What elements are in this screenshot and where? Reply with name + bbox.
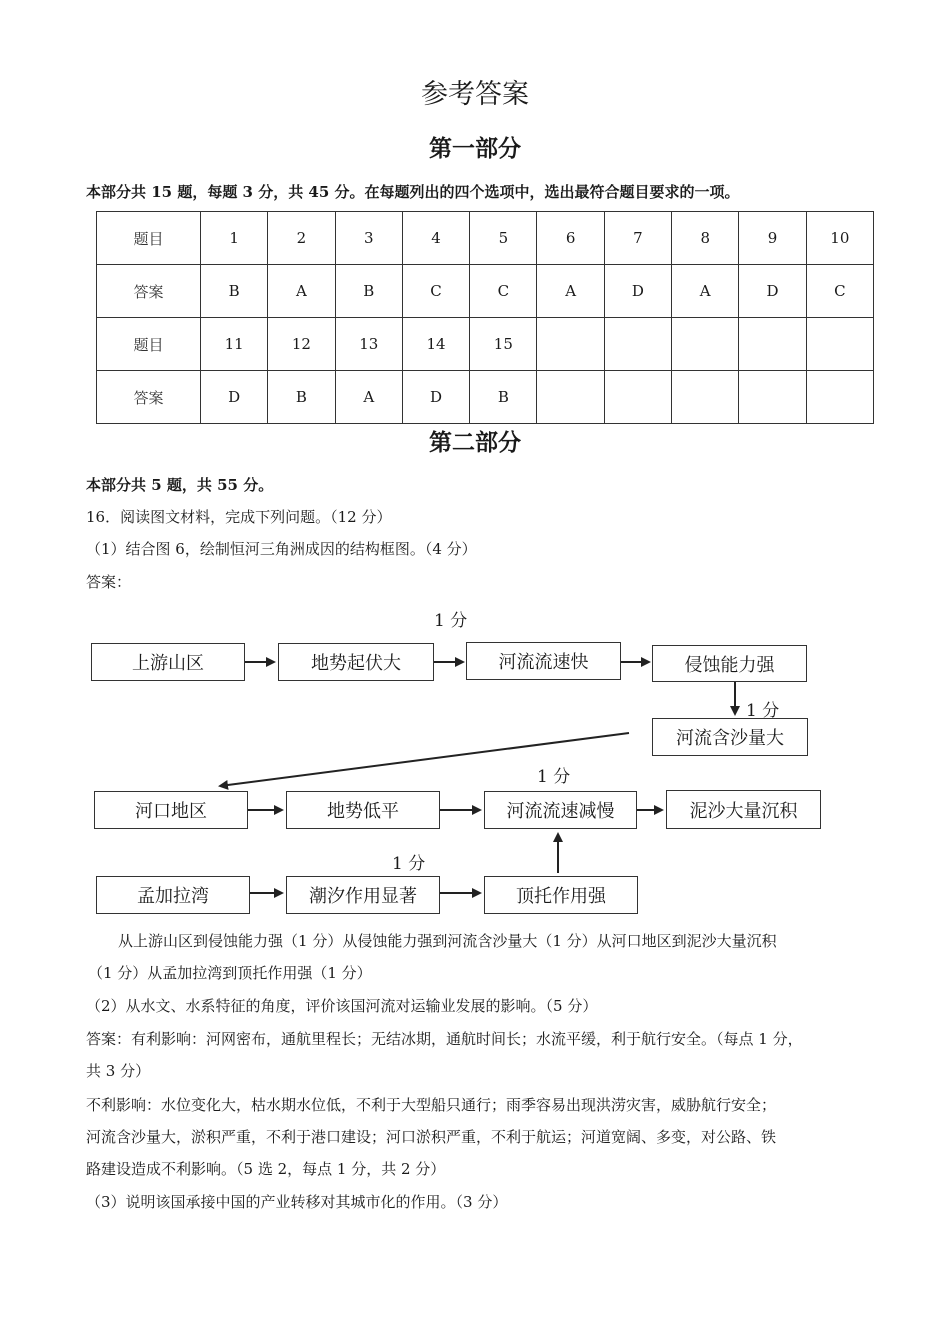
question-number: 4 — [402, 212, 469, 265]
question-number: 11 — [201, 318, 268, 371]
answer-cell: A — [268, 265, 335, 318]
scoring-note: （1 分）从孟加拉湾到顶托作用强（1 分） — [88, 964, 372, 982]
box-tide: 潮汐作用显著 — [286, 876, 440, 914]
box-deposition: 泥沙大量沉积 — [666, 790, 821, 829]
box-backwater: 顶托作用强 — [484, 876, 638, 914]
answer-text: 河流含沙量大，淤积严重，不利于港口建设；河口淤积严重，不利于航运；河道宽阔、多变，对公路、铁 — [86, 1128, 777, 1146]
answer-cell: B — [201, 265, 268, 318]
answer-label: 答案： — [86, 573, 132, 591]
box-estuary: 河口地区 — [94, 791, 248, 829]
answer-cell: C — [402, 265, 469, 318]
question-number: 3 — [335, 212, 402, 265]
answer-cell: A — [672, 265, 739, 318]
score-label: 1 分 — [537, 767, 571, 787]
question-number: 9 — [739, 212, 806, 265]
box-upstream: 上游山区 — [91, 643, 245, 681]
box-bay: 孟加拉湾 — [96, 876, 250, 914]
question-number: 1 — [201, 212, 268, 265]
question-number: 15 — [470, 318, 537, 371]
answer-cell: A — [335, 371, 402, 424]
question-number: 14 — [402, 318, 469, 371]
question-16-3: （3）说明该国承接中国的产业转移对其城市化的作用。（3 分） — [86, 1193, 508, 1211]
part1-heading: 第一部分 — [429, 135, 521, 162]
part1-instruction: 本部分共 15 题，每题 3 分，共 45 分。在每题列出的四个选项中，选出最符合题目要求的一项。 — [86, 183, 740, 201]
row-label: 题目 — [97, 318, 201, 371]
answer-cell: A — [537, 265, 604, 318]
question-number: 5 — [470, 212, 537, 265]
question-16-1: （1）结合图 6，绘制恒河三角洲成因的结构框图。（4 分） — [86, 540, 477, 558]
score-label: 1 分 — [434, 611, 468, 631]
row-label: 题目 — [97, 212, 201, 265]
score-label: 1 分 — [746, 701, 780, 721]
question-number: 8 — [672, 212, 739, 265]
box-sediment: 河流含沙量大 — [652, 718, 808, 756]
page-title: 参考答案 — [421, 79, 529, 110]
question-number: 12 — [268, 318, 335, 371]
part2-heading: 第二部分 — [429, 429, 521, 456]
box-relief: 地势起伏大 — [278, 643, 434, 681]
score-label: 1 分 — [392, 854, 426, 874]
answer-cell: D — [604, 265, 671, 318]
part2-instruction: 本部分共 5 题，共 55 分。 — [86, 476, 274, 494]
question-number: 10 — [806, 212, 873, 265]
box-erosion: 侵蚀能力强 — [652, 645, 807, 682]
row-label: 答案 — [97, 371, 201, 424]
scoring-note: 从上游山区到侵蚀能力强（1 分）从侵蚀能力强到河流含沙量大（1 分）从河口地区到泥沙大量沉积 — [118, 932, 777, 950]
answer-cell: B — [335, 265, 402, 318]
answer-text: 共 3 分） — [86, 1062, 151, 1080]
question-16-2: （2）从水文、水系特征的角度，评价该国河流对运输业发展的影响。（5 分） — [86, 997, 598, 1015]
answer-text: 不利影响：水位变化大，枯水期水位低，不利于大型船只通行；雨季容易出现洪涝灾害，威胁航行安全； — [86, 1096, 777, 1114]
answer-text: 路建设造成不利影响。（5 选 2，每点 1 分，共 2 分） — [86, 1160, 446, 1178]
answer-cell: C — [470, 265, 537, 318]
question-number: 6 — [537, 212, 604, 265]
question-number: 7 — [604, 212, 671, 265]
box-low-flat: 地势低平 — [286, 791, 440, 829]
answer-cell: D — [739, 265, 806, 318]
answer-cell: D — [201, 371, 268, 424]
answer-cell: B — [470, 371, 537, 424]
question-16: 16．阅读图文材料，完成下列问题。（12 分） — [86, 508, 392, 526]
box-fast-flow: 河流流速快 — [466, 642, 621, 680]
question-number: 13 — [335, 318, 402, 371]
answer-cell: B — [268, 371, 335, 424]
answer-text: 答案：有利影响：河网密布，通航里程长；无结冰期，通航时间长；水流平缓，利于航行安全。（每点 1 分， — [86, 1030, 803, 1048]
question-number: 2 — [268, 212, 335, 265]
answer-cell: D — [402, 371, 469, 424]
answer-cell: C — [806, 265, 873, 318]
row-label: 答案 — [97, 265, 201, 318]
box-slow-flow: 河流流速减慢 — [484, 791, 637, 829]
